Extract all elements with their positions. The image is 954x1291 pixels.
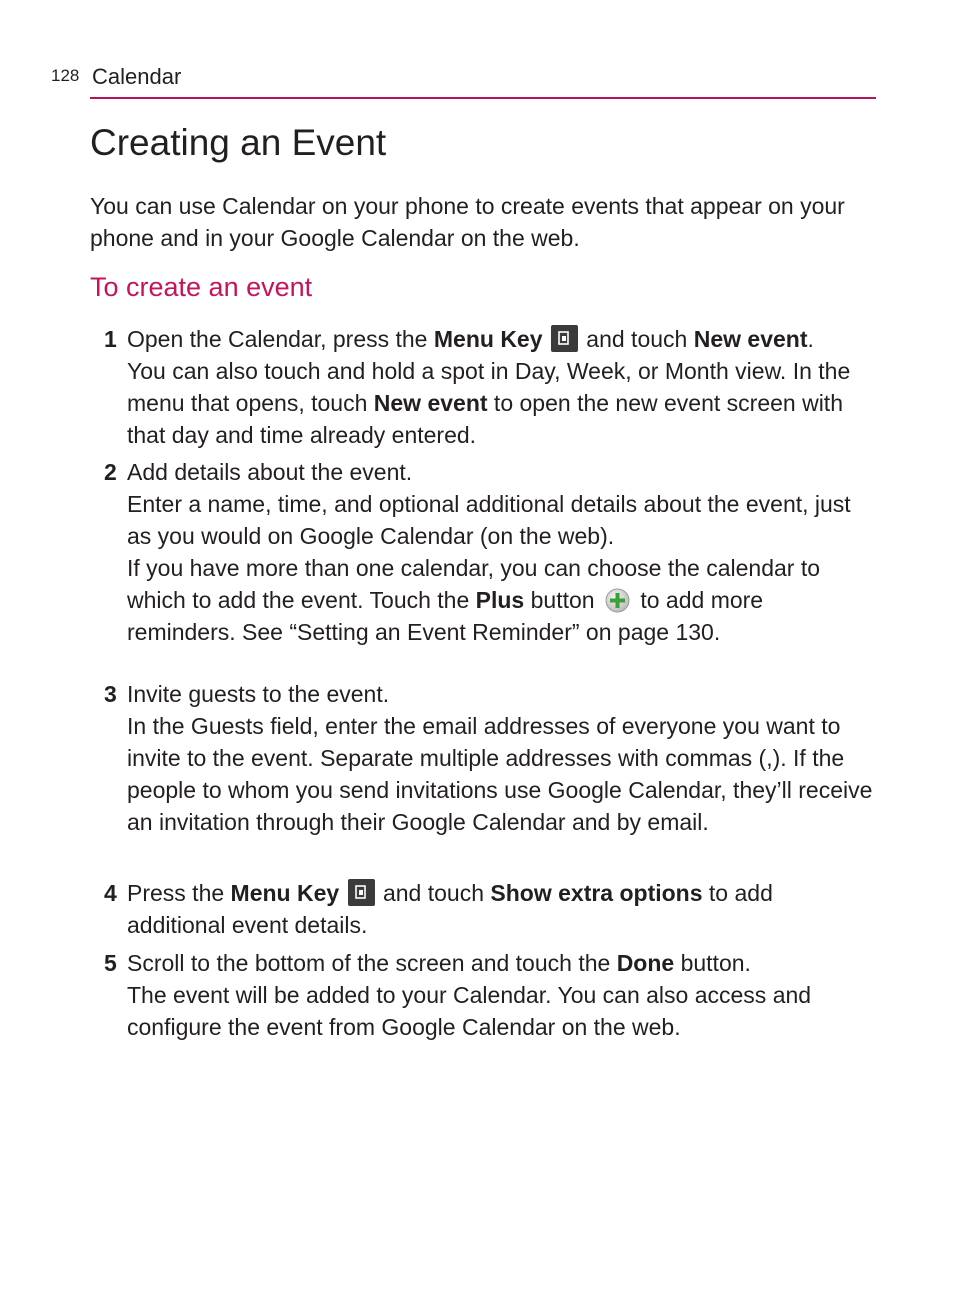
step-number: 1: [104, 326, 117, 352]
new-event-label: New event: [373, 390, 488, 416]
menu-key-label: Menu Key: [230, 880, 340, 906]
step-paragraph: Invite guests to the event.: [127, 681, 390, 707]
step-number: 3: [104, 681, 117, 707]
step-body: [127, 456, 874, 648]
step-paragraph: If you have more than one calendar, you can choose the calendar to which to add the event. Touch the Plus button to add more reminders. See “Setting an Event Reminder” on page 130.: [127, 555, 821, 645]
step-body: [127, 947, 874, 1043]
done-label: Done: [616, 950, 675, 976]
step-paragraph: You can also touch and hold a spot in Day, Week, or Month view. In the menu that opens, touch New event to open the new event screen with that day and time already entered.: [127, 358, 851, 448]
header-rule: [90, 97, 876, 99]
step-number: 5: [104, 950, 117, 976]
step-number: 4: [104, 880, 117, 906]
step-2: [104, 456, 874, 648]
show-extra-options-label: Show extra options: [490, 880, 703, 906]
new-event-label: New event: [693, 326, 808, 352]
section-name: Calendar: [92, 64, 182, 89]
menu-key-icon: [348, 879, 375, 906]
menu-key-label: Menu Key: [433, 326, 543, 352]
step-4: [104, 877, 874, 941]
step-5: [104, 947, 874, 1043]
step-paragraph: The event will be added to your Calendar. You can also access and configure the event from Google Calendar on the web.: [127, 982, 812, 1040]
plus-button-icon: [605, 588, 630, 613]
step-body: [127, 877, 874, 941]
subheading: To create an event: [90, 272, 313, 302]
plus-label: Plus: [475, 587, 525, 613]
step-paragraph: Scroll to the bottom of the screen and touch the Done button.: [127, 950, 751, 976]
step-paragraph: Press the Menu Key and touch Show extra options to add additional event details.: [127, 880, 773, 938]
step-paragraph: Enter a name, time, and optional additional details about the event, just as you would on Google Calendar (on the web).: [127, 491, 851, 549]
page-number: 128: [51, 66, 80, 85]
step-paragraph: Open the Calendar, press the Menu Key and touch New event.: [127, 326, 814, 352]
menu-key-icon: [551, 325, 578, 352]
page-title: Creating an Event: [90, 122, 387, 163]
step-paragraph: In the Guests field, enter the email addresses of everyone you want to invite to the event. Separate multiple addresses with commas (,). If the people to whom you send invitations use Google Calendar, they’ll receive an invitation through their Google Calendar and by email.: [127, 713, 873, 835]
step-3: [104, 678, 874, 838]
step-1: [104, 323, 874, 451]
step-number: 2: [104, 459, 117, 485]
step-paragraph: Add details about the event.: [127, 459, 413, 485]
intro-paragraph: You can use Calendar on your phone to create events that appear on your phone and in your Google Calendar on the web.: [90, 193, 845, 251]
step-body: [127, 678, 874, 838]
step-body: [127, 323, 874, 451]
